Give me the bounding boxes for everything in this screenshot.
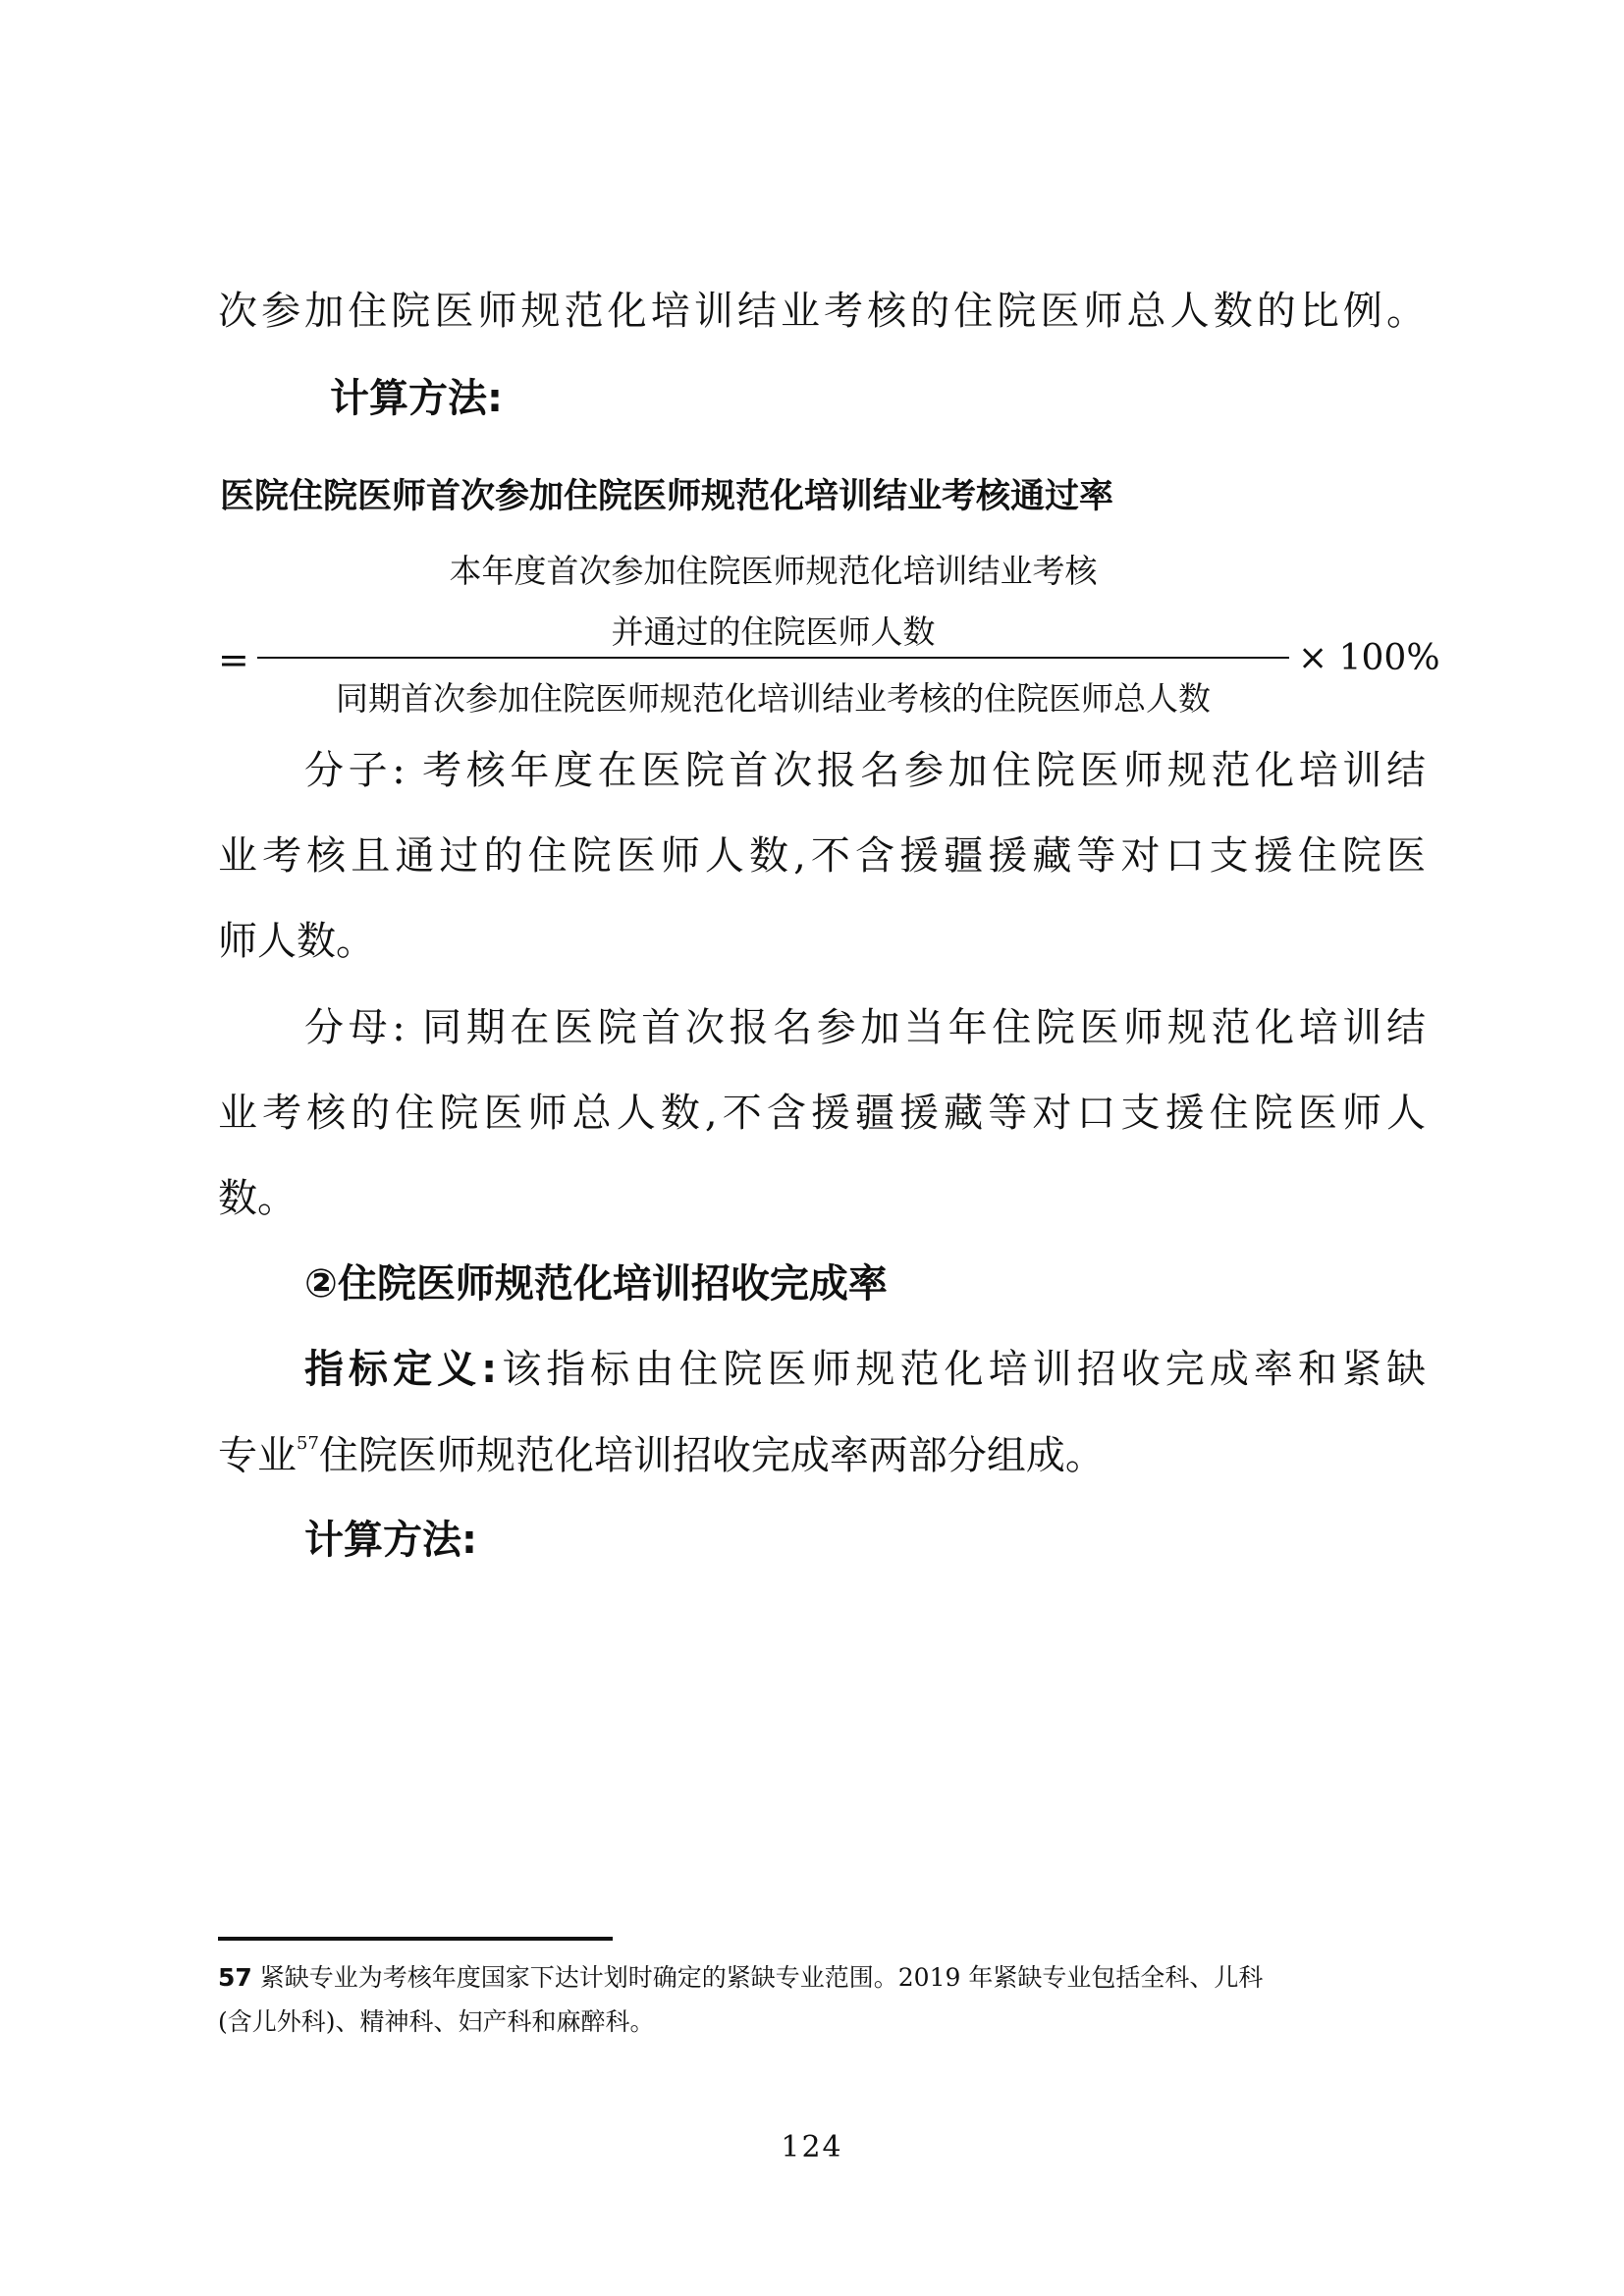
denominator-paragraph-line-1: 分母: 同期在医院首次报名参加当年住院医师规范化培训结 bbox=[304, 1005, 1426, 1050]
formula-title: 医院住院医师首次参加住院医师规范化培训结业考核通过率 bbox=[220, 477, 1114, 516]
definition-line-2-pre: 专业 bbox=[218, 1433, 297, 1478]
section-2-heading: ②住院医师规范化培训招收完成率 bbox=[304, 1261, 888, 1307]
footnote-line-2: (含儿外科)、精神科、妇产科和麻醉科。 bbox=[218, 2007, 655, 2036]
calc-method-heading-2: 计算方法: bbox=[304, 1518, 477, 1563]
numerator-paragraph-line-3: 师人数。 bbox=[218, 919, 375, 964]
denominator-paragraph-line-3: 数。 bbox=[218, 1176, 297, 1221]
equals-sign: = bbox=[218, 638, 249, 681]
footnote-text-1: 紧缺专业为考核年度国家下达计划时确定的紧缺专业范围。2019 年紧缺专业包括全科、儿科 bbox=[259, 1963, 1264, 1992]
numerator-line-1: 本年度首次参加住院医师规范化培训结业考核 bbox=[449, 552, 1098, 590]
calc-method-heading-1: 计算方法: bbox=[330, 376, 503, 421]
numerator-paragraph-line-1: 分子: 考核年度在医院首次报名参加住院医师规范化培训结 bbox=[304, 748, 1426, 793]
times-100-percent: × 100% bbox=[1298, 638, 1440, 678]
body-line-1: 次参加住院医师规范化培训结业考核的住院医师总人数的比例。 bbox=[218, 289, 1426, 334]
denominator-paragraph-line-2: 业考核的住院医师总人数,不含援疆援藏等对口支援住院医师人 bbox=[218, 1091, 1426, 1136]
definition-text: 该指标由住院医师规范化培训招收完成率和紧缺 bbox=[497, 1347, 1426, 1392]
page-number: 124 bbox=[781, 2130, 843, 2164]
definition-line-1 bbox=[304, 1347, 1426, 1392]
definition-label: 指标定义: bbox=[304, 1347, 498, 1392]
numerator-paragraph-line-2: 业考核且通过的住院医师人数,不含援疆援藏等对口支援住院医 bbox=[218, 833, 1426, 879]
footnote-rule bbox=[218, 1937, 613, 1941]
numerator-line-2: 并通过的住院医师人数 bbox=[611, 613, 936, 651]
footnote-line-1 bbox=[218, 1958, 1263, 1994]
definition-line-2 bbox=[218, 1433, 1105, 1478]
fraction-bar bbox=[257, 657, 1289, 659]
denominator: 同期首次参加住院医师规范化培训结业考核的住院医师总人数 bbox=[336, 679, 1211, 718]
footnote-number: 57 bbox=[218, 1963, 252, 1992]
definition-line-2-post: 住院医师规范化培训招收完成率两部分组成。 bbox=[318, 1433, 1105, 1478]
footnote-reference[interactable]: 57 bbox=[297, 1433, 319, 1454]
